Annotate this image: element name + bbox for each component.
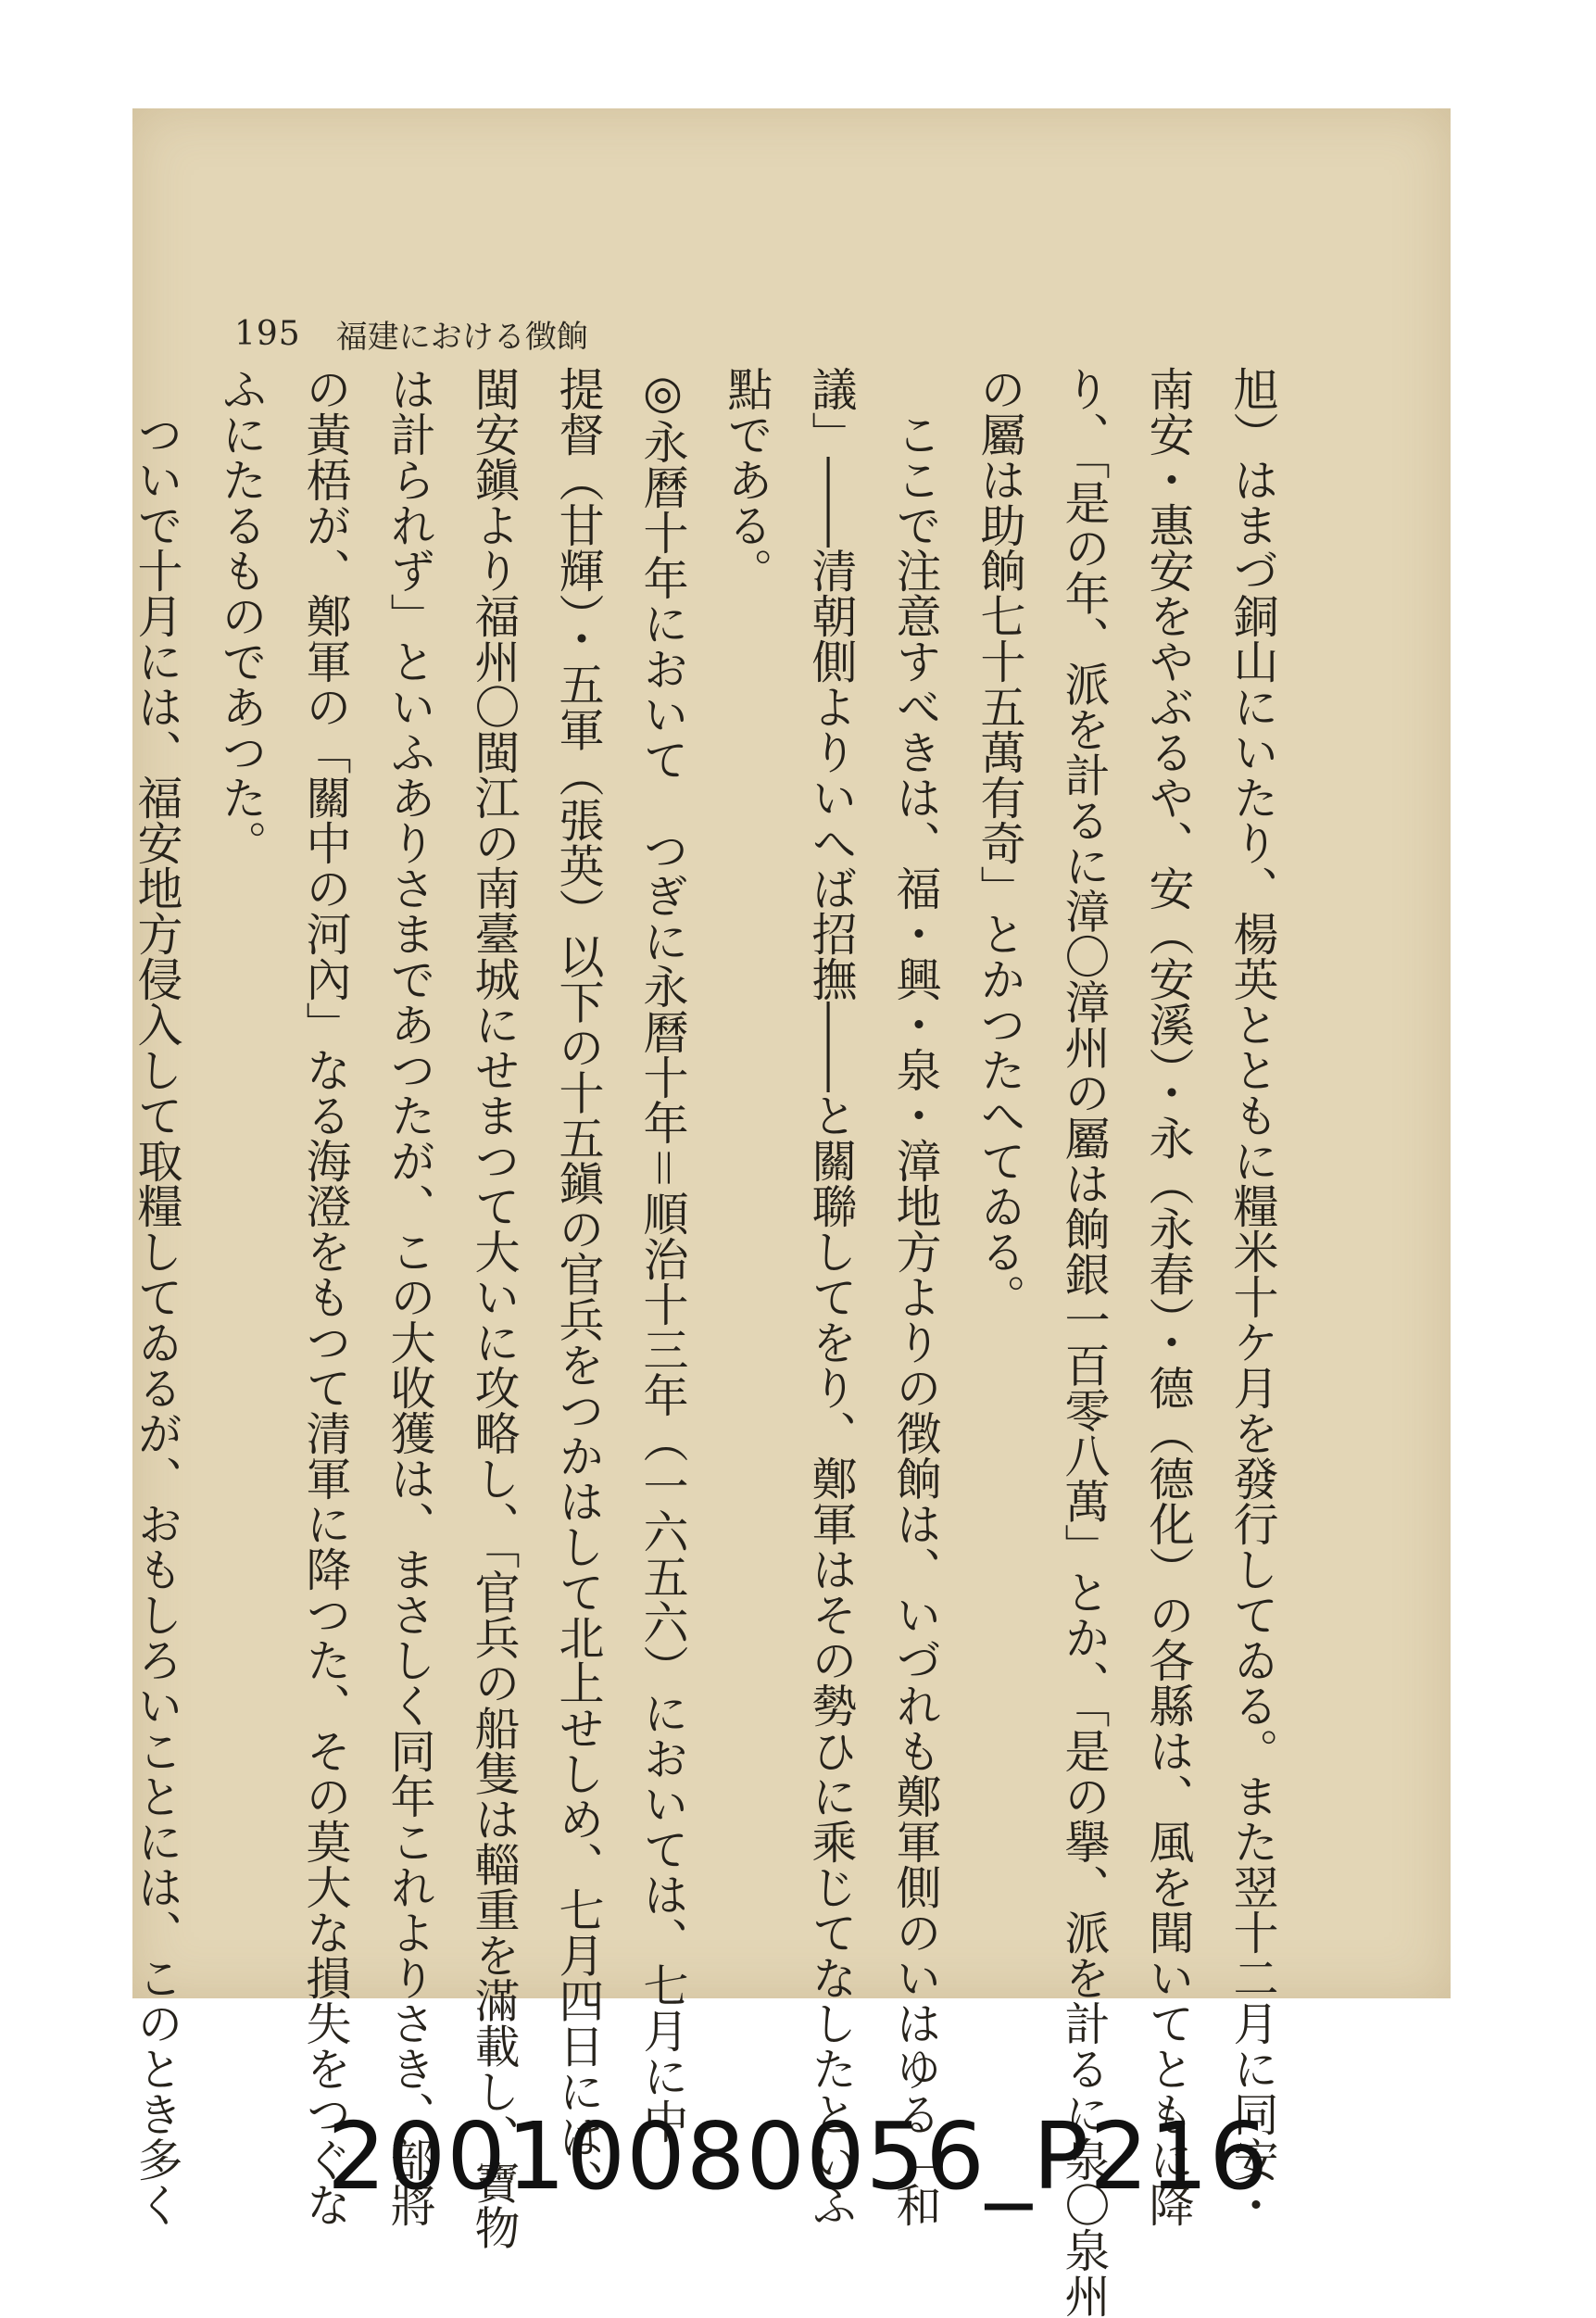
text-line: ついで十月には、福安地方侵入して取糧してゐるが、おもしろいことには、このとき多く <box>131 411 183 2227</box>
text-line: 議」――清朝側よりいへば招撫――と關聯してをり、鄭軍はその勢ひに乘じてなしたといふ <box>805 366 858 2227</box>
text-line: ふにたるものであつた。 <box>215 366 268 865</box>
text-line: の黃梧が、鄭軍の「關中の河內」なる海澄をもつて清軍に降つた、その莫大な損失をつぐな <box>299 366 352 2227</box>
text-line: 提督（甘輝）・五軍（張英）以下の十五鎭の官兵をつかはして北上せしめ、七月四日には、 <box>552 366 605 2205</box>
text-line: 閩安鎭より福州〇閩江の南臺城にせまつて大いに攻略し、「官兵の船隻は輜重を滿載し、寶物 <box>468 366 521 2250</box>
text-line: の屬は助餉七十五萬有奇」とかつたへてゐる。 <box>974 366 1026 1319</box>
text-line: は計られず」といふありさまであつたが、この大收獲は、まさしく同年これよりさき、部將 <box>383 366 436 2227</box>
running-title: 福建における徴餉 <box>335 318 588 356</box>
image-id-caption: 20010080056_P216 <box>326 2102 1270 2211</box>
page-number: 195 <box>234 314 301 353</box>
text-line: 旭）はまづ銅山にいたり、楊英とともに糧米十ケ月を發行してゐる。また翌十二月に同安・ <box>1226 366 1279 2227</box>
text-line: 點である。 <box>721 366 773 593</box>
page-header <box>234 311 588 356</box>
text-line: ◎永曆十年において つぎに永曆十年＝順治十三年（一六五六）においては、七月に中 <box>636 366 689 2144</box>
text-line: ここで注意すべきは、福・興・泉・漳地方よりの徴餉は、いづれも鄭軍側のいはゆる「和 <box>889 411 942 2227</box>
text-line: り、「是の年、派を計るに漳〇漳州の屬は餉銀一百零八萬」とか、「是の擧、派を計るに泉〇泉州 <box>1058 366 1111 2318</box>
text-line: 南安・惠安をやぶるや、安（安溪）・永（永春）・德（德化）の各縣は、風を聞いてともに降 <box>1142 366 1195 2227</box>
